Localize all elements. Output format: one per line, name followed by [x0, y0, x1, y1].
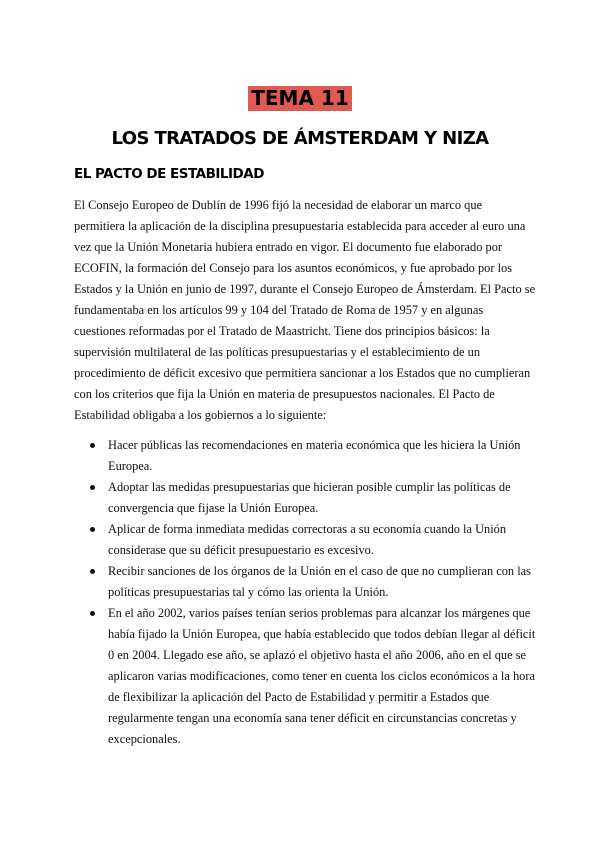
bullet-list: [74, 435, 536, 750]
list-item: [74, 603, 536, 750]
bullet-icon: [90, 485, 95, 490]
list-item-text: Aplicar de forma inmediata medidas correctoras a su economía cuando la Unión considerase que su déficit presupuestario es excesivo.: [108, 522, 507, 557]
tema-header: [0, 86, 600, 111]
list-item: [74, 519, 536, 561]
list-item: [74, 435, 536, 477]
section-title: EL PACTO DE ESTABILIDAD: [74, 166, 264, 182]
bullet-icon: [90, 569, 95, 574]
bullet-icon: [90, 527, 95, 532]
page-title: LOS TRATADOS DE ÁMSTERDAM Y NIZA: [111, 128, 489, 149]
list-item: [74, 561, 536, 603]
list-item: [74, 477, 536, 519]
section-paragraph: El Consejo Europeo de Dublín de 1996 fijó la necesidad de elaborar un marco que permitiera la aplicación de la disciplina presupuestaria establecida para acceder al euro una vez que la Unión Monetaria hubiera entrado en vigor. El documento fue elaborado por ECOFIN, la formación del Consejo para los asuntos económicos, y fue aprobado por los Estados y la Unión en junio de 1997, durante el Consejo Europeo de Ámsterdam. El Pacto se fundamentaba en los artículos 99 y 104 del Tratado de Roma de 1957 y en algunas cuestiones reformadas por el Tratado de Maastricht. Tiene dos principios básicos: la supervisión multilateral de las políticas presupuestarias y el establecimiento de un procedimiento de déficit excesivo que permitiera sancionar a los Estados que no cumplieran con los criterios que fija la Unión en materia de presupuestos nacionales. El Pacto de Estabilidad obligaba a los gobiernos a lo siguiente:: [74, 198, 536, 422]
list-item-text: Adoptar las medidas presupuestarias que hicieran posible cumplir las políticas de convergencia que fijase la Unión Europea.: [108, 480, 511, 515]
bullet-icon: [90, 443, 95, 448]
list-item-text: En el año 2002, varios países tenían serios problemas para alcanzar los márgenes que había fijado la Unión Europea, que había establecido que todos debían llegar al déficit 0 en 2004. Llegado ese año, se aplazó el objetivo hasta el año 2006, año en el que se aplicaron varias modificaciones, como tener en cuenta los ciclos económicos a la hora de flexibilizar la aplicación del Pacto de Estabilidad y permitir a Estados que regularmente tengan una economía sana tener déficit en circunstancias concretas y excepcionales.: [108, 606, 536, 746]
tema-label: TEMA 11: [248, 86, 351, 111]
list-item-text: Recibir sanciones de los órganos de la Unión en el caso de que no cumplieran con las políticas presupuestarias tal y cómo las orienta la Unión.: [108, 564, 531, 599]
bullet-icon: [90, 611, 95, 616]
list-item-text: Hacer públicas las recomendaciones en materia económica que les hiciera la Unión Europea.: [108, 438, 521, 473]
